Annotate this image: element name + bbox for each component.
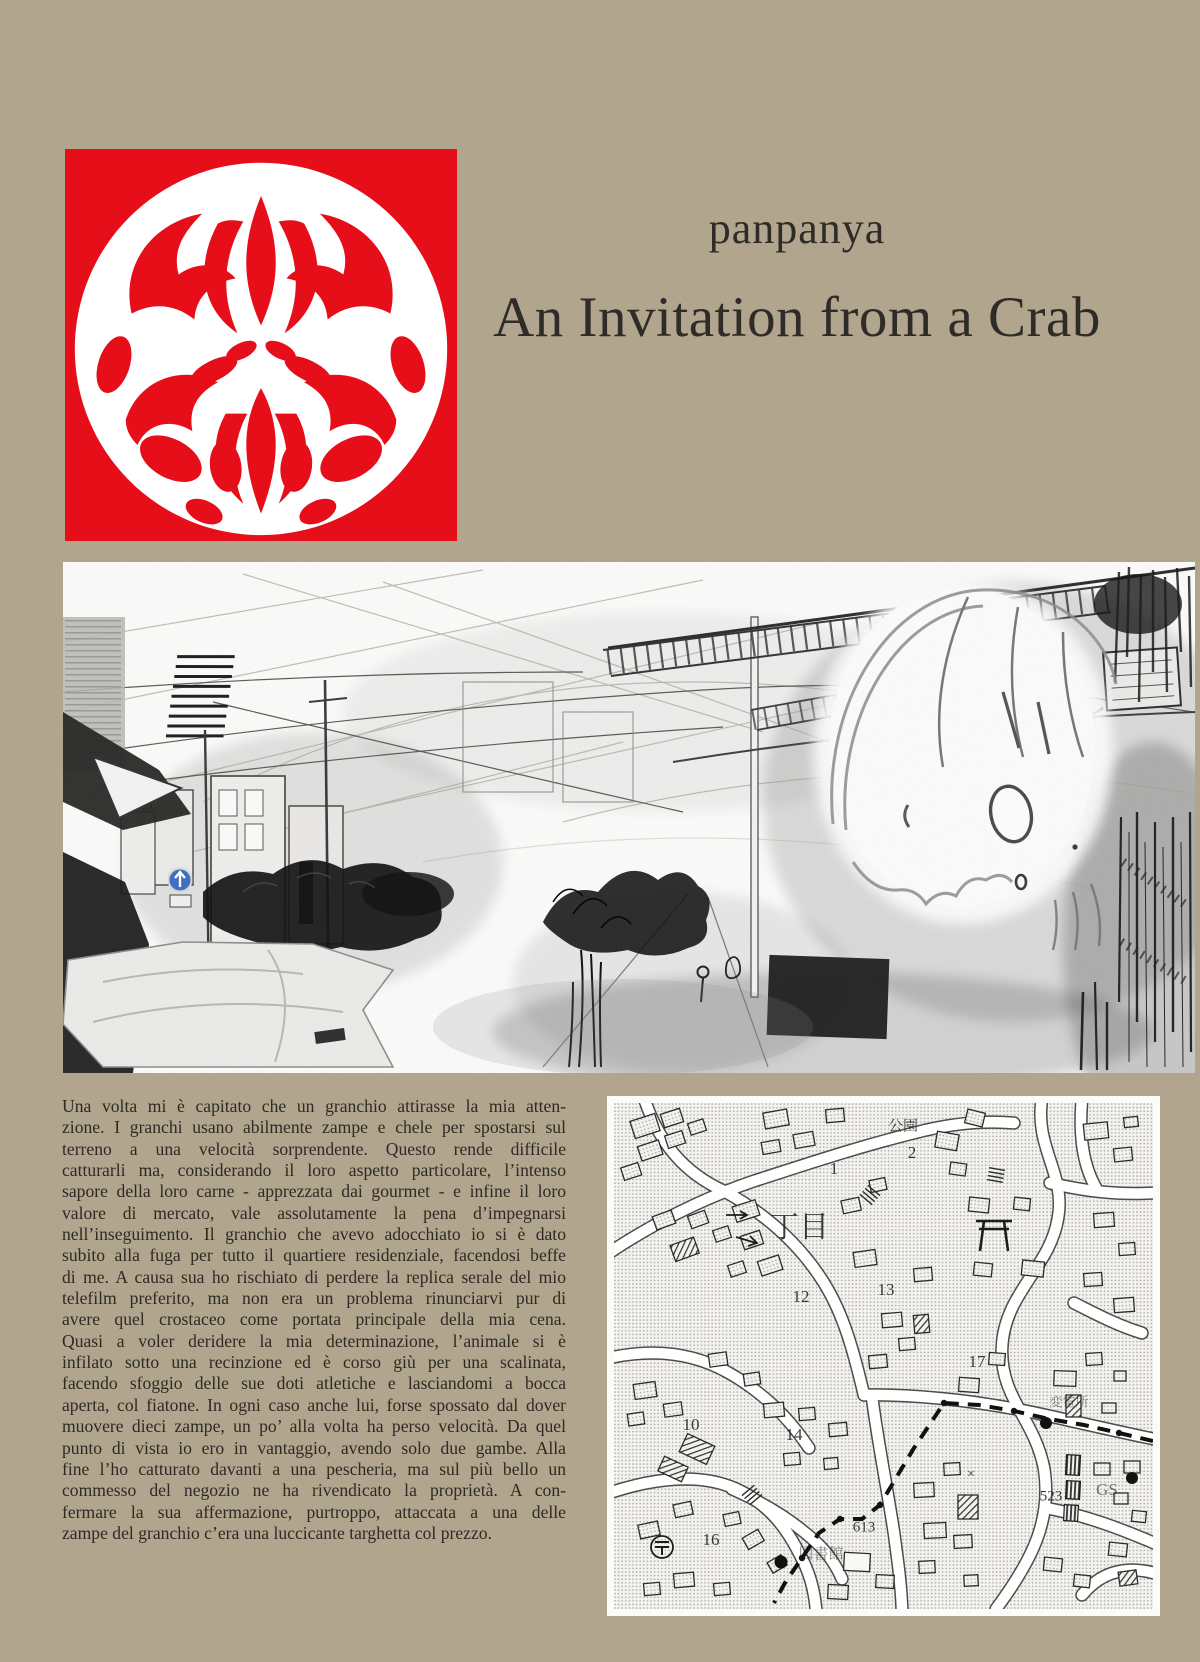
map-label-chome: 丁目 — [769, 1211, 829, 1244]
story-line: punto di vista io ero in vantaggio, avendo solo due gambe. Alla — [62, 1437, 566, 1458]
library-dot — [775, 1556, 788, 1569]
story-line: facendo sfoggio delle sue doti atletiche e lasciandomi a bocca — [62, 1373, 566, 1394]
story-line: nell’inseguimento. Il granchio che avevo adocchiato io si è dato — [62, 1224, 566, 1245]
map-label-14: 14 — [785, 1425, 803, 1444]
story-line: catturarli ma, considerando il loro aspetto particolare, l’intenso — [62, 1160, 566, 1181]
map-label-16: 16 — [702, 1530, 720, 1549]
story-line: zione. I granchi usano abilmente zampe e chele per spostarsi sul — [62, 1117, 566, 1138]
title-block — [457, 205, 1137, 351]
story-line: muovere dieci zampe, un po’ alla volta ha perso velocità. Da quel — [62, 1416, 566, 1437]
story-paragraph — [62, 1096, 566, 1544]
map-label-substation: 変電所 — [1049, 1394, 1089, 1410]
street-sketch-illustration — [63, 562, 1195, 1073]
story-line: avere quel crostaceo come portata principale della mia cena. — [62, 1309, 566, 1330]
story-line: commesso del negozio ne ha rivendicato la proprietà. A con- — [62, 1480, 566, 1501]
story-line: di me. A causa sua ho rischiato di perdere la replica serale del mio — [62, 1266, 566, 1287]
street-sketch-graphic — [63, 562, 1195, 1073]
grain-texture — [63, 562, 1195, 1073]
map-label-613: 613 — [852, 1519, 876, 1536]
story-line: telefilm preferito, ma non era un problema rinunciarvi pur di — [62, 1288, 566, 1309]
story-line: Una volta mi è capitato che un granchio attirasse la mia atten- — [62, 1096, 566, 1116]
map-label-17: 17 — [968, 1352, 986, 1371]
story-line: aperta, col fiatone. In ogni caso anche lui, forse spossato dal dover — [62, 1394, 566, 1415]
map-label-cross: × — [967, 1467, 975, 1482]
story-line: infilato sotto una recinzione ed è corso giù per una scalinata, — [62, 1352, 566, 1373]
story-line: terreno a una velocità sorprendente. Questo rende difficile — [62, 1138, 566, 1159]
book-title: An Invitation from a Crab — [493, 286, 1101, 350]
map-label-13: 13 — [877, 1280, 895, 1299]
map-label-park: 公園 — [887, 1118, 919, 1135]
map-label-523: 523 — [1039, 1488, 1063, 1505]
story-line: valore di mercato, vale assolutamente la pena d’impegnarsi — [62, 1202, 566, 1223]
map-label-gs: GS — [1096, 1480, 1118, 1499]
map-label-2: 2 — [907, 1143, 917, 1162]
neighborhood-map — [607, 1096, 1160, 1616]
story-line: fermare la sua affermazione, purtroppo, attaccata a una delle — [62, 1501, 566, 1522]
story-line: zampe del granchio c’era una luccicante targhetta col prezzo. — [62, 1522, 492, 1543]
story-line: subito alla fuga per tutto il quartiere residenziale, facendosi beffe — [62, 1245, 566, 1266]
story-line: sapore della loro carne - apprezzata dai gourmet - e infine il loro — [62, 1181, 566, 1202]
map-label-library: 図書館 — [798, 1546, 844, 1563]
story-line: Quasi a voler deridere la mia determinazione, l’animale si è — [62, 1330, 566, 1351]
map-label-10: 10 — [682, 1415, 700, 1434]
crab-emblem-graphic — [65, 149, 457, 541]
neighborhood-map-graphic — [614, 1103, 1153, 1609]
gs-dot — [1126, 1472, 1138, 1484]
story-line: fine l’ho catturato davanti a una pescheria, ma sul più bello un — [62, 1458, 566, 1479]
map-label-1: 1 — [829, 1159, 839, 1178]
author-name: panpanya — [708, 204, 886, 253]
substation-dot — [1040, 1417, 1052, 1429]
map-label-12: 12 — [792, 1287, 810, 1306]
crab-emblem-logo — [65, 149, 457, 541]
